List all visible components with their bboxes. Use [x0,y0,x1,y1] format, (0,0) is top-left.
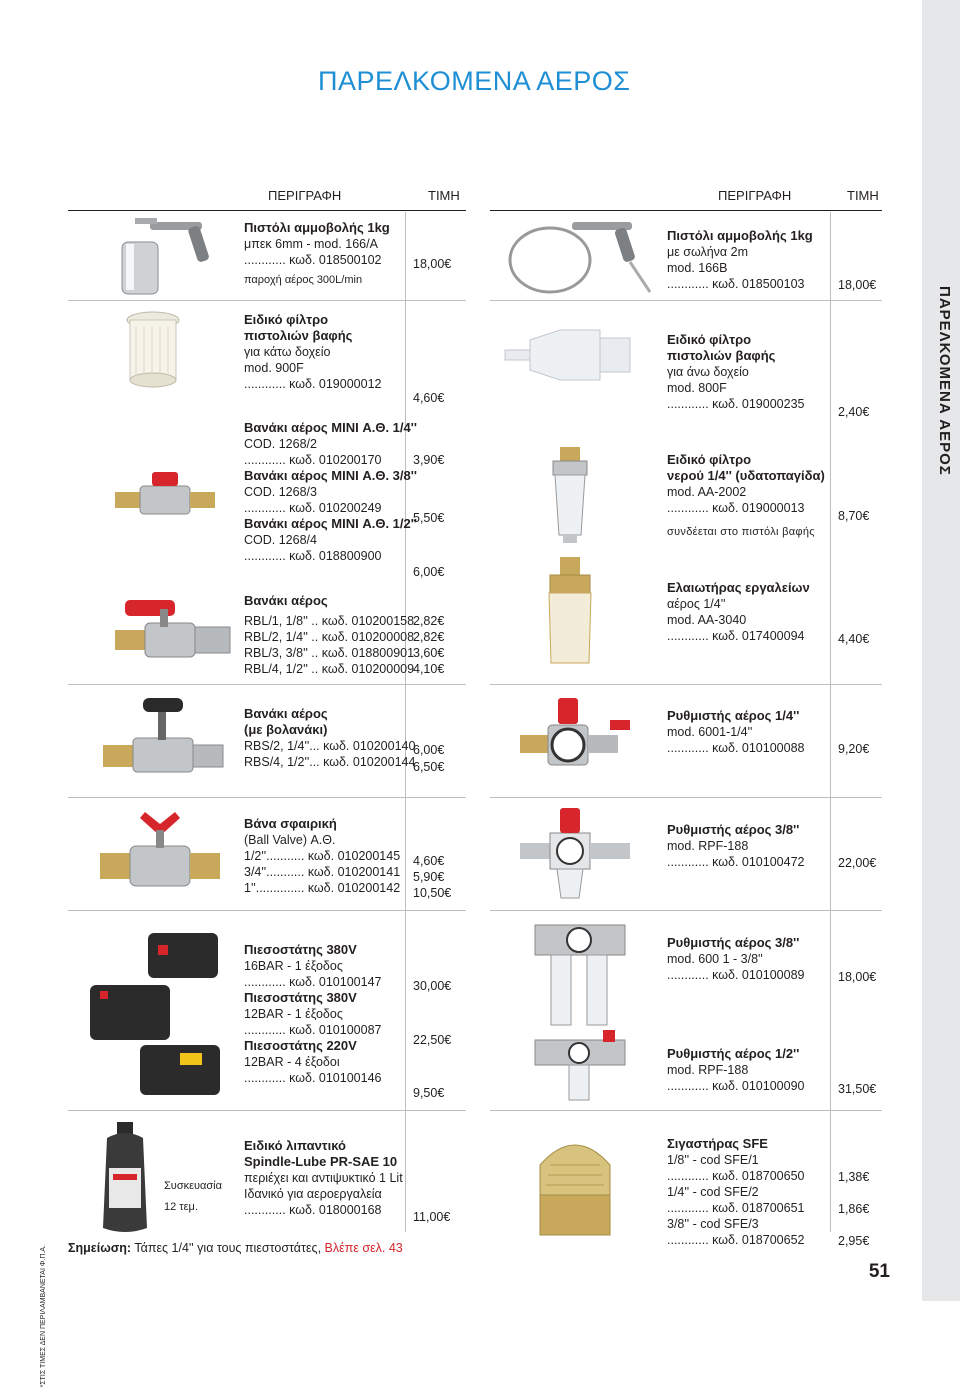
product-code: ............ κωδ. 010200170 [244,453,382,467]
product-name: (με βολανάκι) [244,722,328,737]
product-code: ............ κωδ. 010100146 [244,1071,382,1085]
side-tab [922,0,960,1301]
price: 18,00€ [838,278,877,292]
product-name: Ρυθμιστής αέρος 3/8'' [667,935,800,950]
oiler-image [535,555,605,670]
price: 1,38€ [838,1170,870,1184]
row-divider [490,797,882,798]
lubricant-bottle-image [95,1118,155,1238]
page-title: ΠΑΡΕΛΚΟΜΕΝΑ ΑΕΡΟΣ [318,66,631,96]
price: 18,00€ [413,257,452,271]
product-detail: αέρος 1/4'' [667,597,726,611]
price: 31,50€ [838,1082,877,1096]
product-code: ............ κωδ. 010200249 [244,501,382,515]
product-detail: mod. 900F [244,361,304,375]
price: 18,00€ [838,970,877,984]
header-left-desc: ΠΕΡΙΓΡΑΦΗ [268,187,342,203]
product-code: RBL/2, 1/4'' .. κωδ. 010200008 [244,630,415,644]
product-detail: (Ball Valve) Α.Θ. [244,833,336,847]
product-name: Πιεσοστάτης 380V [244,942,357,957]
price: 3,90€ [413,453,445,467]
row-divider [68,1110,466,1111]
product-detail: 12BAR - 4 έξοδοι [244,1055,340,1069]
wheel-valve-image [98,690,233,790]
product-name: Πιστόλι αμμοβολής 1kg [667,228,813,243]
footnote-text: Τάπες 1/4'' για τους πιεστοστάτες, [131,1241,325,1255]
price: 8,70€ [838,509,870,523]
regulator-image [510,690,640,790]
product-code: ............ κωδ. 018500102 [244,253,382,267]
product-code: RBS/4, 1/2''... κωδ. 010200144 [244,755,416,769]
row-divider [68,300,466,301]
column-separator [830,212,831,1232]
product-name: Βανάκι αέρος MINI Α.Θ. 1/2'' [244,516,417,531]
sandblast-gun-image [110,212,220,297]
product-detail: COD. 1268/3 [244,485,317,499]
price: 10,50€ [413,886,452,900]
product-name: Ειδικό φίλτρο [667,452,752,467]
product-name: Spindle-Lube PR-SAE 10 [244,1154,398,1169]
price: 6,00€ [413,565,445,579]
price: 2,82€ [413,630,445,644]
product-code: ............ κωδ. 018700652 [667,1233,805,1247]
row-divider [68,797,466,798]
price: 9,20€ [838,742,870,756]
product-name: Ειδικό λιπαντικό [244,1138,346,1153]
paint-filter-upper-image [500,310,640,400]
product-code: ............ κωδ. 019000013 [667,501,805,515]
price: 3,60€ [413,646,445,660]
product-detail: 3/8'' - cod SFE/3 [667,1217,759,1231]
price: 4,60€ [413,854,445,868]
product-detail: περιέχει και αντιψυκτικό 1 Lit [244,1171,403,1185]
product-detail: 1/8'' - cod SFE/1 [667,1153,759,1167]
product-detail: μπεκ 6mm - mod. 166/A [244,237,378,251]
product-detail: mod. AA-2002 [667,485,747,499]
package-note: 12 τεμ. [164,1201,198,1213]
product-detail: COD. 1268/4 [244,533,317,547]
price: 6,50€ [413,760,445,774]
price: 22,50€ [413,1033,452,1047]
product-detail: COD. 1268/2 [244,437,317,451]
product-detail: 1/4'' - cod SFE/2 [667,1185,759,1199]
product-name: Ρυθμιστής αέρος 3/8'' [667,822,800,837]
regulator-filter-image [515,915,655,1105]
row-divider [490,910,882,911]
air-valve-image [105,595,240,670]
product-detail: για άνω δοχείο [667,365,749,379]
row-divider [68,684,466,685]
header-divider-right [490,210,882,211]
price: 2,40€ [838,405,870,419]
product-name: Πιστόλι αμμοβολής 1kg [244,220,390,235]
row-divider [490,300,882,301]
product-code: 1/2''........... κωδ. 010200145 [244,849,401,863]
pressure-switch-image [80,925,240,1105]
price: 22,00€ [838,856,877,870]
regulator-image [515,803,645,903]
product-code: ............ κωδ. 018000168 [244,1203,382,1217]
row-divider [490,1110,882,1111]
product-name: Βανάκι αέρος [244,706,328,721]
product-detail: 12BAR - 1 έξοδος [244,1007,343,1021]
product-name: Σιγαστήρας SFE [667,1136,768,1151]
product-code: ............ κωδ. 010100147 [244,975,382,989]
product-note: παροχή αέρος 300L/min [244,274,363,286]
product-code: ............ κωδ. 010100090 [667,1079,805,1093]
product-name: Πιεσοστάτης 380V [244,990,357,1005]
product-name: Ρυθμιστής αέρος 1/4'' [667,708,800,723]
mini-valve-image [110,470,220,530]
product-code: RBS/2, 1/4''... κωδ. 010200140 [244,739,416,753]
product-detail: mod. 800F [667,381,727,395]
price: 2,82€ [413,614,445,628]
side-label: ΠΑΡΕΛΚΟΜΕΝΑ ΑΕΡΟΣ [936,286,953,476]
product-note: συνδέεται στο πιστόλι βαφής [667,526,815,538]
product-name: πιστολιών βαφής [244,328,353,343]
price: 6,00€ [413,743,445,757]
product-detail: 16BAR - 1 έξοδος [244,959,343,973]
header-right-desc: ΠΕΡΙΓΡΑΦΗ [718,187,792,203]
product-name: Ρυθμιστής αέρος 1/2'' [667,1046,800,1061]
product-code: ............ κωδ. 018500103 [667,277,805,291]
price: 2,95€ [838,1234,870,1248]
product-code: RBL/3, 3/8'' .. κωδ. 018800901 [244,646,415,660]
product-code: ............ κωδ. 010100088 [667,741,805,755]
price: 9,50€ [413,1086,445,1100]
page-number: 51 [868,1261,890,1282]
product-name: Ειδικό φίλτρο [667,332,752,347]
product-detail: Ιδανικό για αεροεργαλεία [244,1187,382,1201]
price: 11,00€ [413,1210,451,1224]
product-code: ............ κωδ. 010100089 [667,968,805,982]
header-right-price: ΤΙΜΗ [847,187,879,203]
package-note: Συσκευασία [164,1180,222,1192]
water-trap-image [535,445,605,545]
product-name: νερού 1/4'' (υδατοπαγίδα) [667,468,825,483]
price: 5,50€ [413,511,445,525]
product-code: ............ κωδ. 018700650 [667,1169,805,1183]
product-code: ............ κωδ. 010100087 [244,1023,382,1037]
price: 4,40€ [838,632,870,646]
product-code: ............ κωδ. 019000012 [244,377,382,391]
product-detail: mod. AA-3040 [667,613,747,627]
product-code: 3/4''........... κωδ. 010200141 [244,865,401,879]
product-detail: mod. 6001-1/4'' [667,725,753,739]
price: 1,86€ [838,1202,870,1216]
paint-filter-image [108,305,198,400]
product-code: ............ κωδ. 017400094 [667,629,805,643]
product-code: RBL/4, 1/2'' .. κωδ. 010200009 [244,662,415,676]
silencer-image [520,1125,630,1245]
footnote-lead: Σημείωση: [68,1241,132,1255]
product-name: Βάνα σφαιρική [244,816,337,831]
price: 4,60€ [413,391,445,405]
product-name: Βανάκι αέρος [244,593,328,608]
product-detail: mod. 600 1 - 3/8'' [667,952,763,966]
product-name: Βανάκι αέρος MINI Α.Θ. 1/4'' [244,420,417,435]
price: 30,00€ [413,979,452,993]
row-divider [68,910,466,911]
sandblast-gun-hose-image [500,212,660,300]
product-code: ............ κωδ. 010100472 [667,855,805,869]
header-divider-left [68,210,466,211]
ball-valve-image [95,808,225,903]
price: 4,10€ [413,662,445,676]
product-code: 1''.............. κωδ. 010200142 [244,881,401,895]
product-name: Ειδικό φίλτρο [244,312,329,327]
product-name: Βανάκι αέρος MINI Α.Θ. 3/8'' [244,468,417,483]
footnote-link[interactable]: Βλέπε σελ. 43 [324,1241,403,1255]
product-code: ............ κωδ. 018700651 [667,1201,805,1215]
product-code: ............ κωδ. 019000235 [667,397,805,411]
product-detail: mod. RPF-188 [667,1063,749,1077]
product-detail: mod. RPF-188 [667,839,749,853]
row-divider [490,684,882,685]
product-code: ............ κωδ. 018800900 [244,549,382,563]
footnote [68,1241,403,1255]
product-detail: για κάτω δοχείο [244,345,331,359]
price: 5,90€ [413,870,445,884]
product-detail: mod. 166B [667,261,728,275]
product-name: Ελαιωτήρας εργαλείων [667,580,810,595]
vat-note: *ΣΤΙΣ ΤΙΜΕΣ ΔΕΝ ΠΕΡΙΛΑΜΒΑΝΕΤΑΙ Φ.Π.Α. [40,1245,47,1387]
product-detail: με σωλήνα 2m [667,245,748,259]
header-left-price: ΤΙΜΗ [428,187,460,203]
product-name: Πιεσοστάτης 220V [244,1038,357,1053]
product-code: RBL/1, 1/8'' .. κωδ. 010200158 [244,614,415,628]
product-name: πιστολιών βαφής [667,348,776,363]
